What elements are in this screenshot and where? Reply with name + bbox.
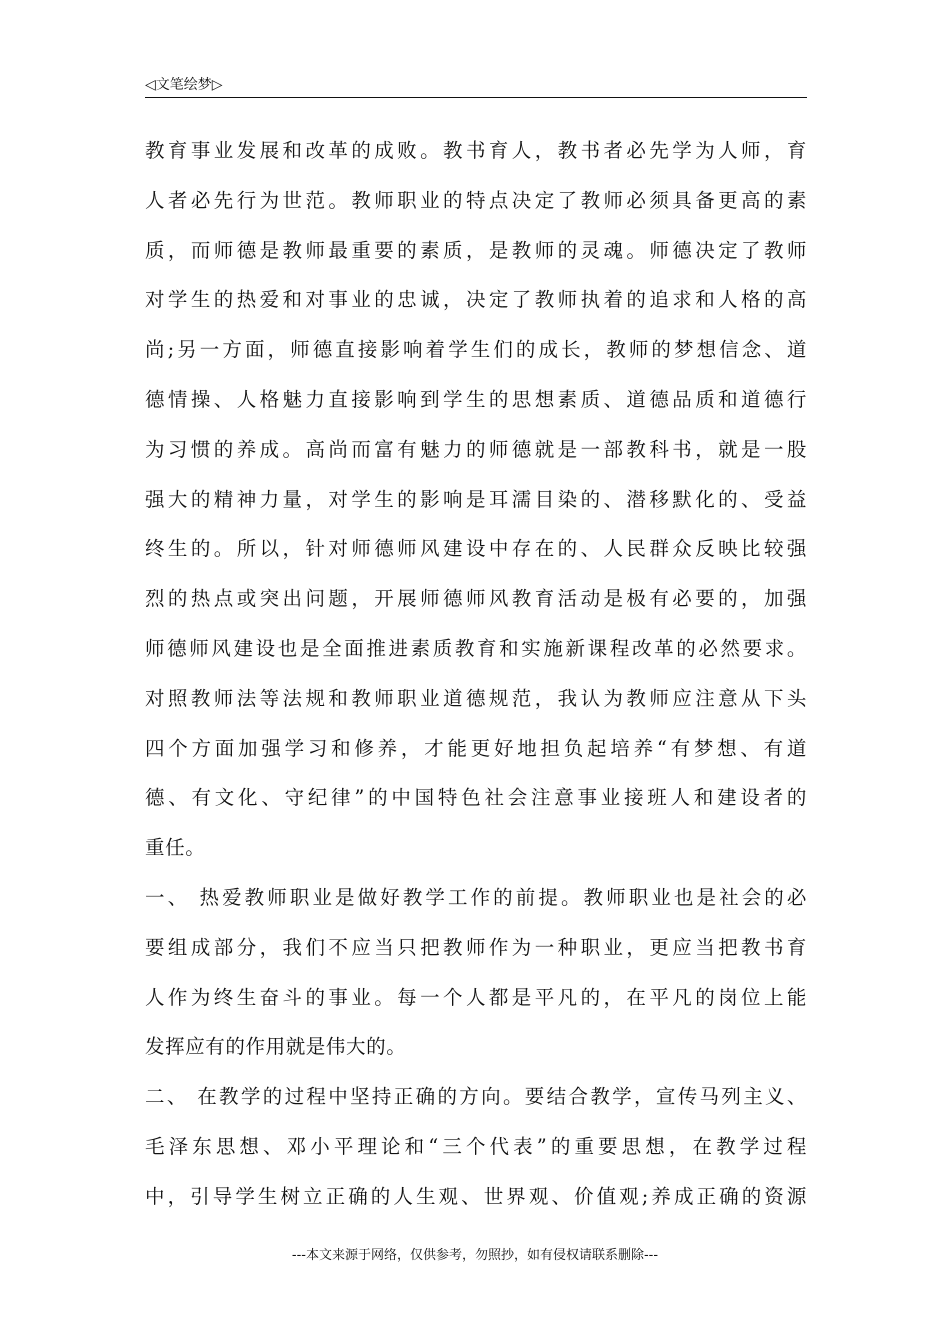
text-line: 四个方面加强学习和修养，才能更好地担负起培养“有梦想、有道 [145,736,807,760]
text-line: 为习惯的养成。高尚而富有魅力的师德就是一部教科书，就是一股 [145,437,807,461]
text-line: 一、 热爱教师职业是做好教学工作的前提。教师职业也是社会的必 [145,885,807,909]
text-line: 要组成部分，我们不应当只把教师作为一种职业，更应当把教书育 [145,935,807,959]
header-rule [145,97,807,98]
text-line: 烈的热点或突出问题，开展师德师风教育活动是极有必要的，加强 [145,587,807,611]
page-header: ◁文笔绘梦▷ [145,77,223,93]
text-line: 德、有文化、守纪律”的中国特色社会注意事业接班人和建设者的 [145,786,807,810]
text-line: 对学生的热爱和对事业的忠诚，决定了教师执着的追求和人格的高 [145,288,807,312]
text-line: 毛泽东思想、邓小平理论和“三个代表”的重要思想，在教学过程 [145,1134,807,1158]
text-line: 师德师风建设也是全面推进素质教育和实施新课程改革的必然要求。 [145,636,807,660]
document-body [145,126,807,1222]
text-line: 中，引导学生树立正确的人生观、世界观、价值观;养成正确的资源 [145,1184,807,1208]
text-line: 教育事业发展和改革的成败。教书育人，教书者必先学为人师，育 [145,139,807,162]
text-line: 二、 在教学的过程中坚持正确的方向。要结合教学，宣传马列主义、 [145,1085,807,1109]
text-line: 人作为终生奋斗的事业。每一个人都是平凡的，在平凡的岗位上能 [145,985,807,1009]
text-line: 人者必先行为世范。教师职业的特点决定了教师必须具备更高的素 [145,188,807,212]
text-line: 发挥应有的作用就是伟大的。 [145,1035,407,1059]
page-footer: ---本文来源于网络，仅供参考，勿照抄，如有侵权请联系删除--- [291,1248,659,1263]
text-line: 对照教师法等法规和教师职业道德规范，我认为教师应注意从下头 [145,686,807,710]
text-line: 尚;另一方面，师德直接影响着学生们的成长，教师的梦想信念、道 [145,338,807,362]
text-line: 强大的精神力量，对学生的影响是耳濡目染的、潜移默化的、受益 [145,487,807,511]
text-line: 终生的。所以，针对师德师风建设中存在的、人民群众反映比较强 [145,537,807,561]
text-line: 重任。 [145,836,206,860]
text-line: 德情操、人格魅力直接影响到学生的思想素质、道德品质和道德行 [145,387,807,411]
text-line: 质，而师德是教师最重要的素质，是教师的灵魂。师德决定了教师 [145,238,807,262]
